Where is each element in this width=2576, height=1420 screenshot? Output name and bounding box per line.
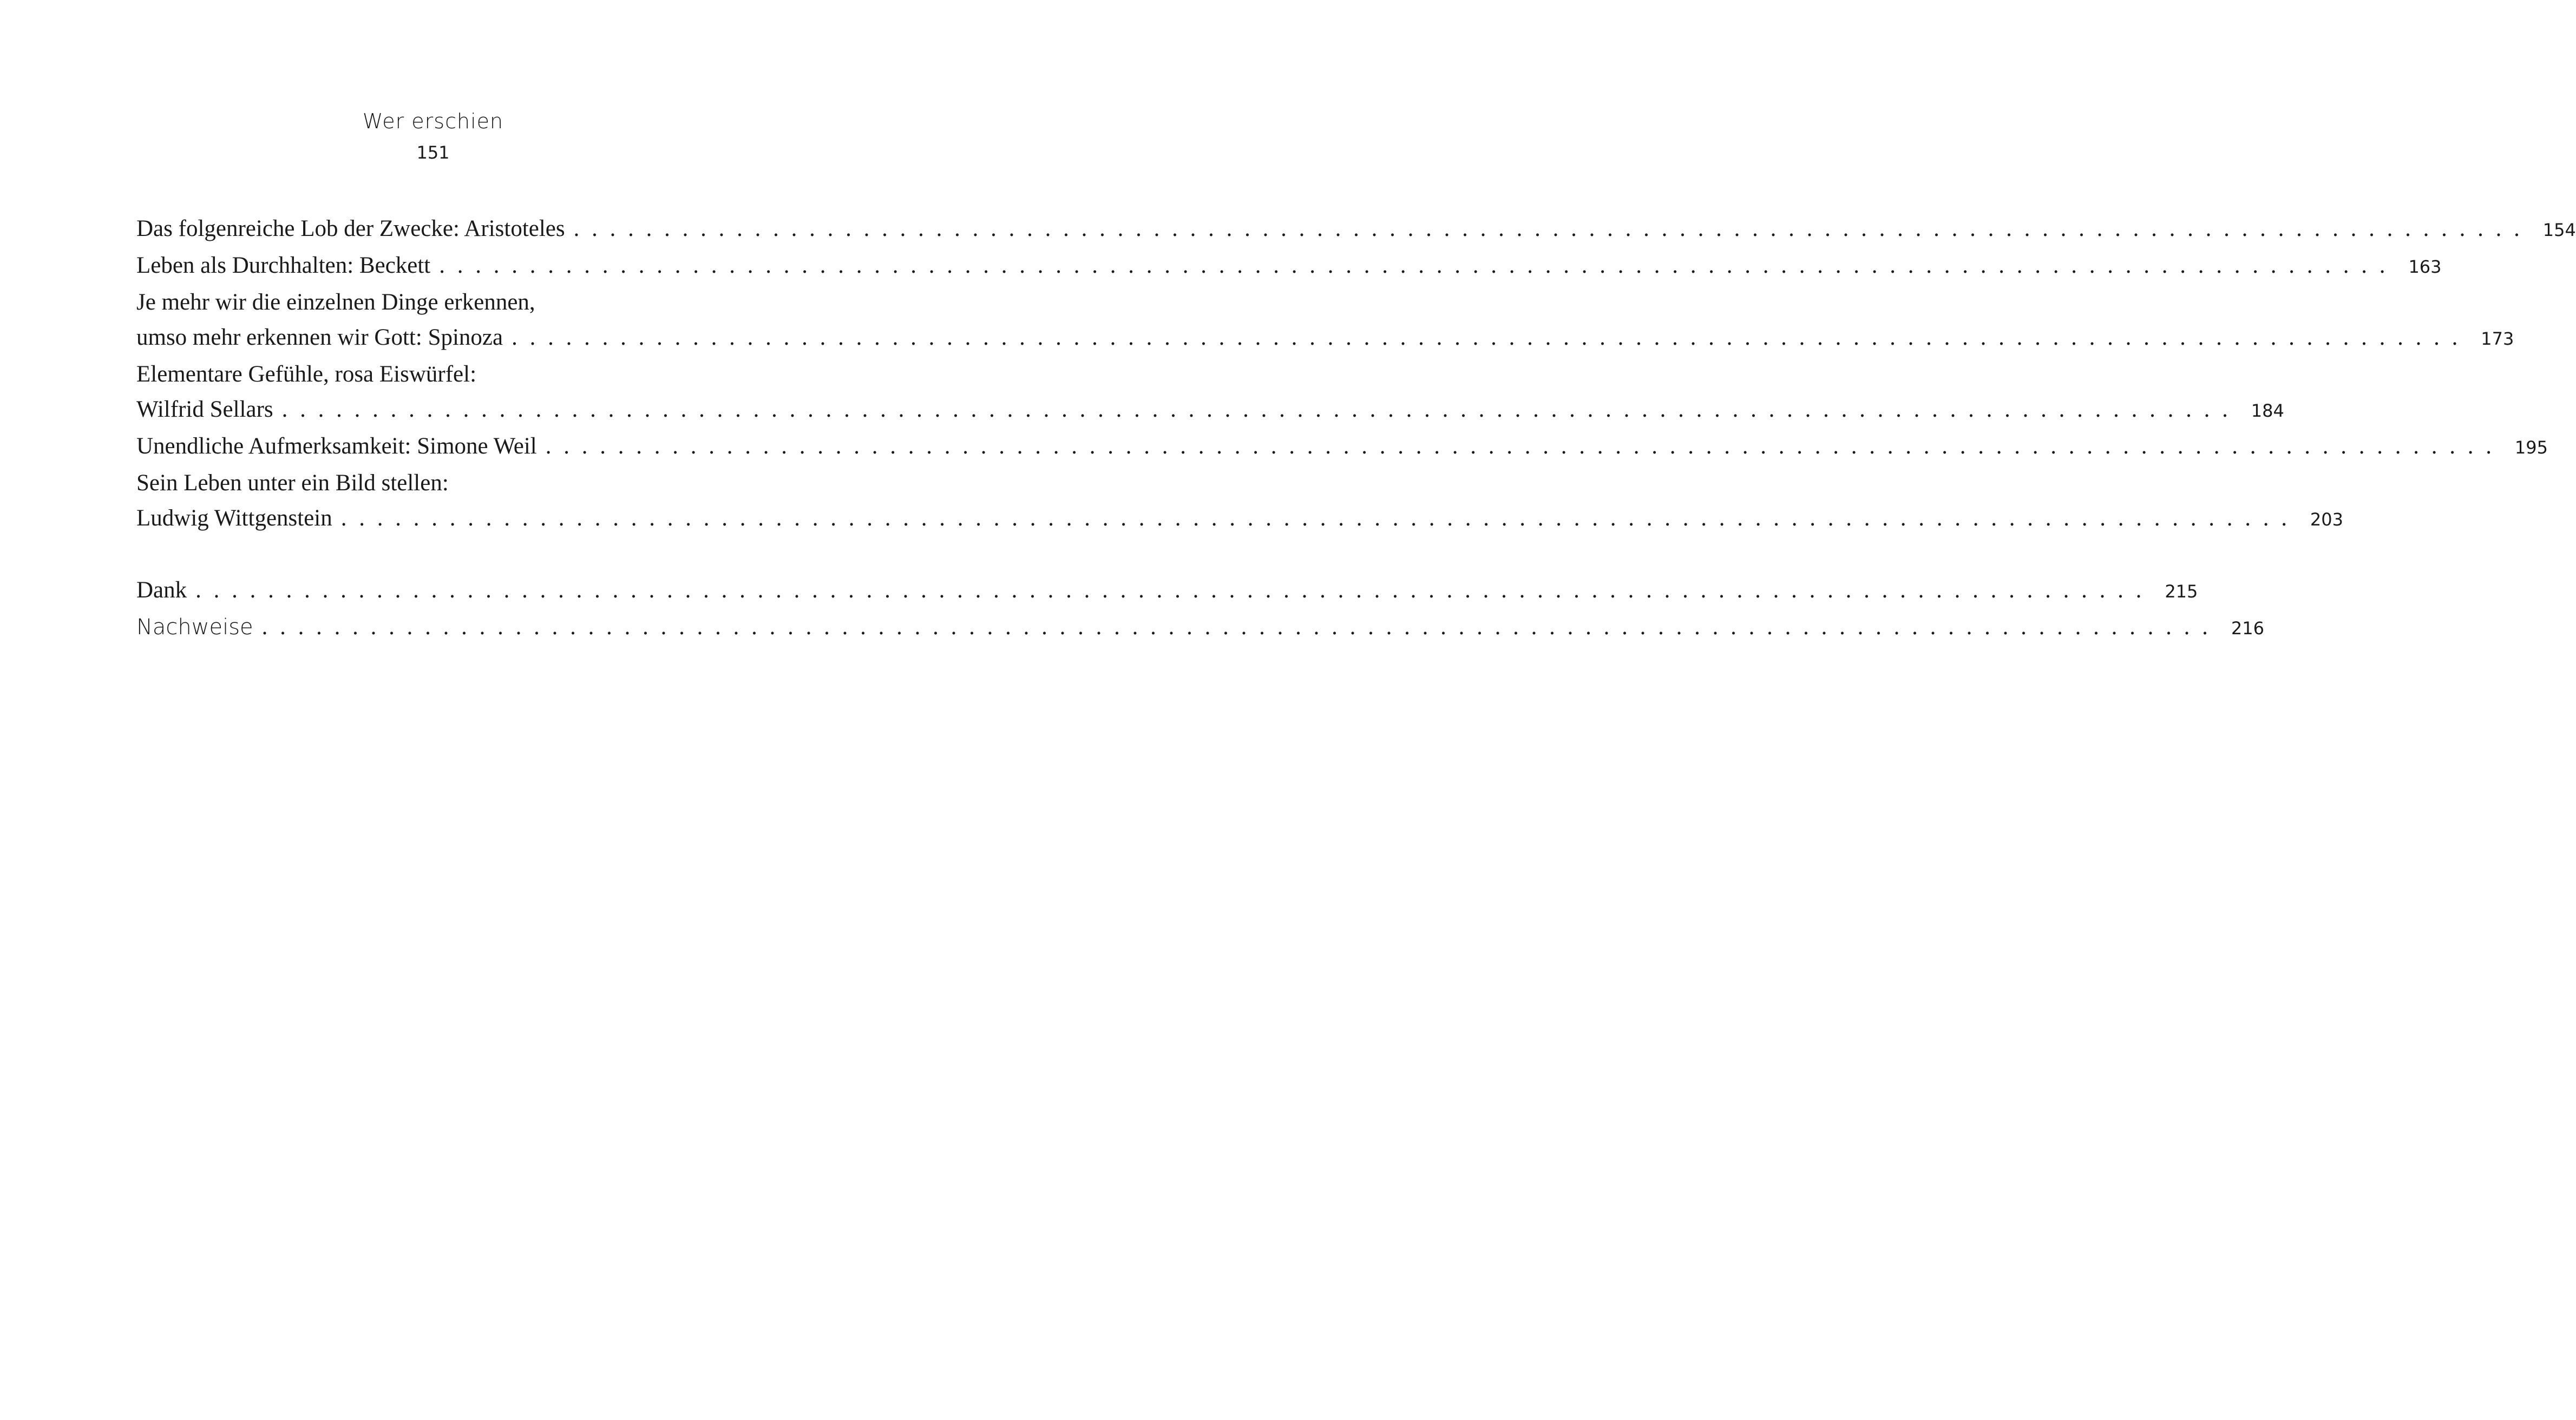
toc-page-number: 203 [2310, 509, 2343, 530]
toc-entry-title-continued: umso mehr erkennen wir Gott: Spinoza [136, 325, 503, 350]
toc-entry[interactable] [136, 465, 2343, 537]
section-header [0, 106, 866, 169]
toc-entry-dank[interactable] [136, 573, 2198, 609]
toc-entry-title: Elementare Gefühle, rosa Eiswürfel: [136, 361, 477, 387]
toc-page-number: 195 [2514, 437, 2548, 458]
toc-entry-title-continued: Ludwig Wittgenstein [136, 505, 332, 531]
table-of-contents [136, 211, 2576, 646]
toc-entry-title: Das folgenreiche Lob der Zwecke: Aristoteles [136, 216, 565, 241]
toc-page-number: 215 [2165, 581, 2198, 602]
section-page-number: 151 [416, 142, 450, 163]
toc-entry[interactable] [136, 211, 2576, 248]
dot-leader: . . . . . . . . . . . . . . . . . . . . . . . . . . . . . . . . . . . . . . . . . . . . . . . . . . . . . . . . . . . . . . . . . . . . . . . . . . . . . . . . . . . . . . . . . . . . . . . . . . . . . . . . . . . . [281, 397, 2231, 422]
toc-entry[interactable] [136, 248, 2442, 285]
section-title: Wer erschien [362, 109, 504, 133]
toc-entry-title: Je mehr wir die einzelnen Dinge erkennen, [136, 290, 535, 315]
toc-entry[interactable] [136, 429, 2548, 465]
toc-entry-title: Nachweise [136, 615, 253, 640]
group-spacer [136, 537, 759, 573]
toc-entry-title: Leben als Durchhalten: Beckett [136, 253, 431, 278]
toc-entry-title-continued: Wilfrid Sellars [136, 397, 273, 422]
dot-leader: . . . . . . . . . . . . . . . . . . . . . . . . . . . . . . . . . . . . . . . . . . . . . . . . . . . . . . . . . . . . . . . . . . . . . . . . . . . . . . . . . . . . . . . . . . . . . . . . . . . . . . . . . . . . [439, 253, 2389, 278]
toc-page-number: 154 [2542, 220, 2576, 240]
toc-entry[interactable] [136, 285, 2514, 357]
toc-page-number: 216 [2231, 618, 2264, 639]
dot-leader: . . . . . . . . . . . . . . . . . . . . . . . . . . . . . . . . . . . . . . . . . . . . . . . . . . . . . . . . . . . . . . . . . . . . . . . . . . . . . . . . . . . . . . . . . . . . . . . . . . . . . . . . . . . . [512, 325, 2461, 350]
toc-page-number: 184 [2251, 400, 2284, 421]
toc-entry-title: Unendliche Aufmerksamkeit: Simone Weil [136, 433, 537, 459]
toc-entry-nachweise[interactable] [136, 609, 2264, 646]
dot-leader: . . . . . . . . . . . . . . . . . . . . . . . . . . . . . . . . . . . . . . . . . . . . . . . . . . . . . . . . . . . . . . . . . . . . . . . . . . . . . . . . . . . . . . . . . . . . . . . . . . . . . . . . . . . . [261, 614, 2211, 640]
toc-entry-title: Sein Leben unter ein Bild stellen: [136, 470, 449, 496]
toc-page-number: 163 [2408, 257, 2442, 277]
toc-entry-title: Dank [136, 577, 187, 603]
dot-leader: . . . . . . . . . . . . . . . . . . . . . . . . . . . . . . . . . . . . . . . . . . . . . . . . . . . . . . . . . . . . . . . . . . . . . . . . . . . . . . . . . . . . . . . . . . . . . . . . . . . . . . . . . . . . [340, 505, 2290, 531]
dot-leader: . . . . . . . . . . . . . . . . . . . . . . . . . . . . . . . . . . . . . . . . . . . . . . . . . . . . . . . . . . . . . . . . . . . . . . . . . . . . . . . . . . . . . . . . . . . . . . . . . . . . . . . . . . . . [195, 577, 2145, 603]
dot-leader: . . . . . . . . . . . . . . . . . . . . . . . . . . . . . . . . . . . . . . . . . . . . . . . . . . . . . . . . . . . . . . . . . . . . . . . . . . . . . . . . . . . . . . . . . . . . . . . . . . . . . . . . . . . . [573, 216, 2523, 241]
toc-page-number: 173 [2481, 328, 2514, 349]
toc-entry[interactable] [136, 357, 2284, 429]
dot-leader: . . . . . . . . . . . . . . . . . . . . . . . . . . . . . . . . . . . . . . . . . . . . . . . . . . . . . . . . . . . . . . . . . . . . . . . . . . . . . . . . . . . . . . . . . . . . . . . . . . . . . . . . . . . . [545, 433, 2495, 459]
